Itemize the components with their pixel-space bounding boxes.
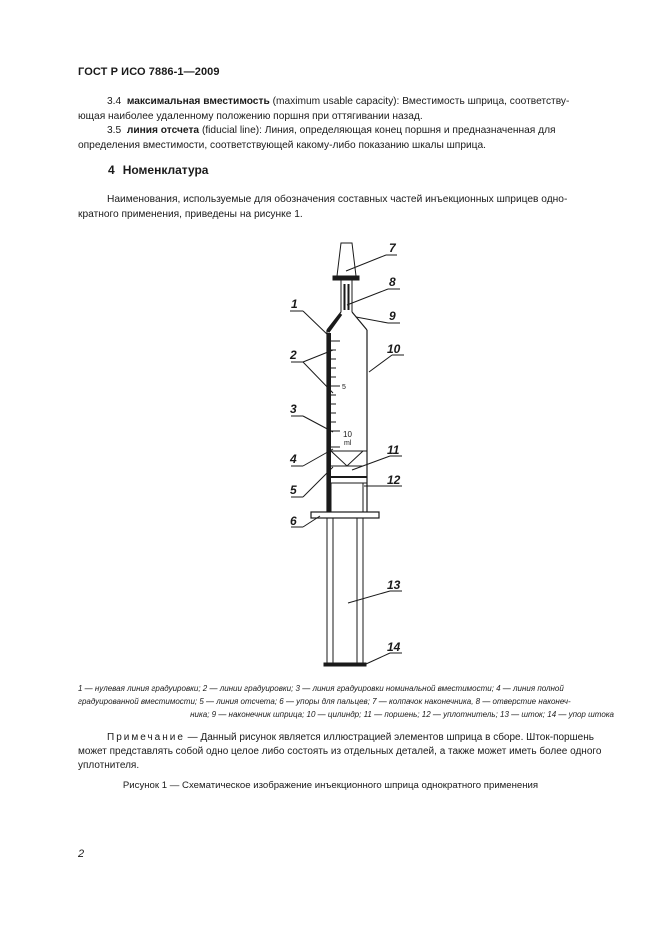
- note-text: — Данный рисунок является иллюстрацией элементов шприца в сборе. Шток-поршень: [184, 732, 594, 743]
- note-paragraph: [78, 731, 614, 773]
- stopper-body: [331, 483, 363, 512]
- definition-text: (maximum usable capacity): Вместимость шприца, соответству-: [269, 96, 570, 107]
- note-label: Примечание: [107, 732, 185, 743]
- intro-line-2: кратного применения, приведены на рисунке 1.: [78, 209, 303, 220]
- label-3: 3: [290, 402, 297, 416]
- definition-term: линия отсчета: [126, 125, 200, 136]
- label-12: 12: [387, 473, 401, 487]
- legend-line-2: градуированной вместимости; 5 — линия отсчета; 6 — упоры для пальцев; 7 — колпачок наконечника, 8 — отверстие наконеч-: [78, 697, 571, 706]
- label-11: 11: [387, 443, 400, 457]
- label-7: 7: [389, 241, 396, 255]
- leader-line-8: [347, 289, 388, 305]
- finger-grip: [311, 512, 379, 518]
- plunger-rod: [327, 518, 363, 663]
- definition-number: 3.5: [107, 125, 122, 136]
- scale-label-ml: ml: [344, 440, 352, 447]
- needle-cap-base: [333, 276, 359, 280]
- leader-line-1: [303, 311, 330, 337]
- definition-text-cont: определения вместимости, соответствующей какому-либо показанию шкалы шприца.: [78, 140, 487, 151]
- legend-line-1: 1 — нулевая линия градуировки; 2 — линии градуировки; 3 — линия градуировки номинальной вместимости; 4 — линия полной: [78, 684, 564, 693]
- legend-line-3: ника; 9 — наконечник шприца; 10 — цилиндр; 11 — поршень; 12 — уплотнитель; 13 — шток; 14 — упор штока: [190, 710, 614, 719]
- intro-line-1: Наименования, используемые для обозначения составных частей инъекционных шприцев одно-: [107, 194, 568, 205]
- rod-stop: [324, 663, 366, 666]
- label-2: 2: [290, 348, 297, 362]
- section-number: 4: [108, 163, 115, 177]
- definition-number: 3.4: [107, 96, 122, 107]
- scale-label-10: 10: [343, 430, 352, 439]
- label-1: 1: [291, 297, 298, 311]
- scale-label-5: 5: [342, 384, 346, 391]
- label-14: 14: [387, 640, 401, 654]
- definition-text-cont: ющая наиболее удаленному положению поршня при оттягивании назад.: [78, 111, 423, 122]
- label-10: 10: [387, 342, 401, 356]
- section-title: Номенклатура: [122, 163, 209, 177]
- document-header: ГОСТ Р ИСО 7886-1—2009: [78, 66, 220, 78]
- label-9: 9: [389, 309, 396, 323]
- label-6: 6: [290, 514, 297, 528]
- plunger-cone: [331, 451, 363, 466]
- leader-line-14: [366, 653, 390, 664]
- leader-line-13: [348, 591, 390, 603]
- label-13: 13: [387, 578, 401, 592]
- page-number: 2: [78, 848, 85, 860]
- leader-line-11: [352, 456, 390, 470]
- label-4: 4: [290, 452, 297, 466]
- label-8: 8: [389, 275, 396, 289]
- barrel-left-scale-band: [327, 333, 331, 512]
- barrel-shoulder-thick: [328, 314, 341, 332]
- figure-caption-legend: [78, 682, 614, 721]
- definition-term: максимальная вместимость: [126, 96, 270, 107]
- note-text-cont: может представлять собой одно целое либо состоять из отдельных деталей, а также может иметь более одного: [78, 746, 602, 757]
- definition-text: (fiducial line): Линия, определяющая конец поршня и предназначенная для: [199, 125, 556, 136]
- leader-line-10: [369, 355, 392, 372]
- label-5: 5: [290, 483, 297, 497]
- figure-title: Рисунок 1 — Схематическое изображение инъекционного шприца однократного применения: [122, 780, 539, 791]
- note-text-end: уплотнителя.: [78, 760, 140, 771]
